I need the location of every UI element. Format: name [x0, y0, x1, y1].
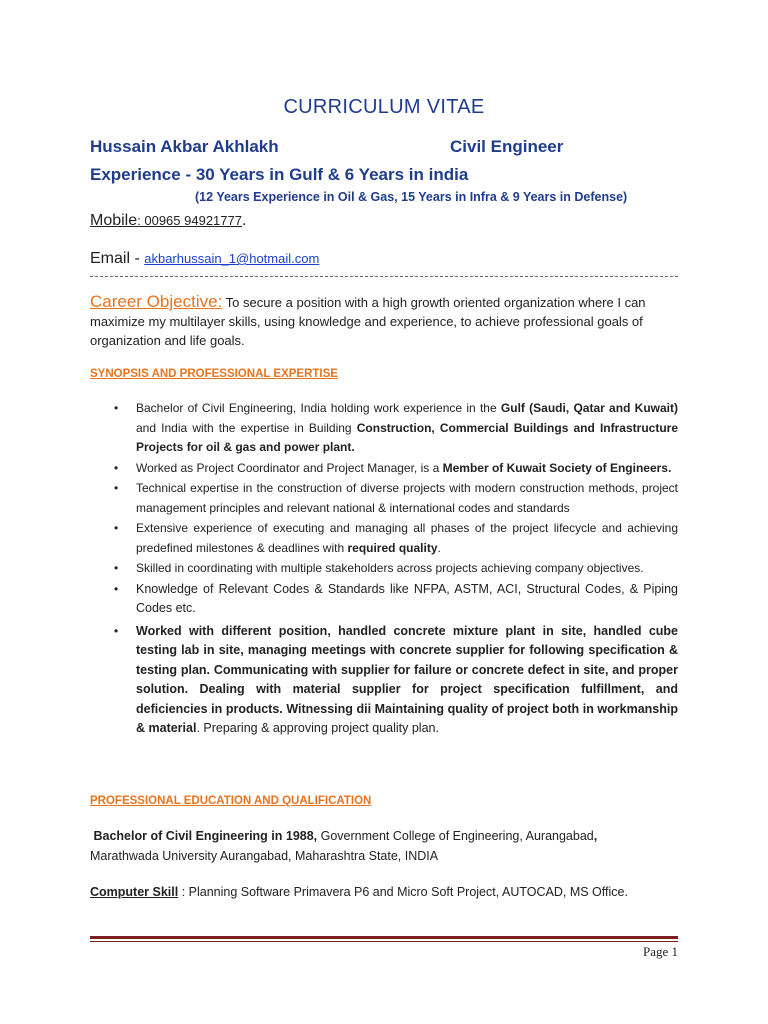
- list-item: [90, 519, 678, 558]
- list-item-bold: required quality: [347, 540, 438, 555]
- education-heading: PROFESSIONAL EDUCATION AND QUALIFICATION: [90, 795, 372, 807]
- footer-rule-thick: [90, 936, 678, 939]
- list-item-text: Knowledge of Relevant Codes & Standards like NFPA, ASTM, ACI, Structural Codes, & Piping Codes etc.: [136, 581, 678, 615]
- computer-skill-text: : Planning Software Primavera P6 and Micro Soft Project, AUTOCAD, MS Office.: [178, 885, 628, 899]
- career-objective-text: To secure a position with a high growth oriented organization where I can maximize my multilayer skills, using knowledge and experience, to achieve professional goals of organization and life goals.: [90, 295, 646, 348]
- mobile-end: .: [241, 212, 247, 229]
- education-university: Marathwada University Aurangabad, Maharashtra State, INDIA: [90, 849, 439, 863]
- bullet-icon: •: [114, 521, 119, 535]
- page-number: Page 1: [642, 944, 678, 959]
- career-objective: [90, 292, 680, 350]
- education-degree: Bachelor of Civil Engineering in 1988,: [93, 829, 318, 843]
- email-link[interactable]: akbarhussain_1@hotmail.com: [144, 251, 320, 266]
- list-item-bold: Gulf (Saudi, Qatar and Kuwait): [500, 401, 678, 415]
- list-item-bold: Worked with different position, handled concrete mixture plant in site, handled cube testing lab in site, managing meetings with concrete supplier for following specification & testing plan. Communicating with supplier for failure or concrete defect in site, and proper solution. Dealing with material supplier for project specification fulfillment, and deficiencies in products. Witnessing dii Maintaining quality of project both in workmanship & material: [136, 623, 678, 735]
- list-item: [90, 479, 678, 518]
- bullet-icon: •: [114, 623, 119, 638]
- footer-rule-thin: [90, 941, 678, 942]
- computer-skill: [90, 882, 678, 902]
- education-detail: Government College of Engineering, Aurangabad: [317, 829, 594, 843]
- expertise-list: [90, 399, 678, 740]
- experience-detail: (12 Years Experience in Oil & Gas, 15 Years in Infra & 9 Years in Defense): [195, 190, 628, 204]
- bullet-icon: •: [114, 401, 119, 415]
- mobile-line: [90, 212, 246, 230]
- list-item: [90, 559, 678, 579]
- email-label: Email -: [90, 250, 145, 267]
- list-item: [90, 580, 678, 619]
- list-item-text: . Preparing & approving project quality plan.: [196, 721, 439, 735]
- education-comma: ,: [593, 829, 598, 843]
- list-item-text: Bachelor of Civil Engineering, India holding work experience in the: [136, 401, 501, 415]
- candidate-name: Hussain Akbar Akhlakh: [90, 137, 279, 156]
- list-item-bold: Member of Kuwait Society of Engineers.: [442, 460, 672, 475]
- list-item-text: Worked as Project Coordinator and Project Manager, is a: [136, 460, 443, 475]
- list-item: [90, 622, 678, 739]
- document-title: CURRICULUM VITAE: [283, 96, 485, 118]
- list-item-text: Extensive experience of executing and managing all phases of the project lifecycle and achieving predefined milestones & deadlines with: [136, 521, 678, 555]
- mobile-label: Mobile: [90, 212, 138, 229]
- list-item-text: .: [437, 540, 441, 555]
- candidate-role: Civil Engineer: [450, 137, 564, 156]
- email-line: [90, 250, 319, 268]
- bullet-icon: •: [114, 460, 119, 475]
- bullet-icon: •: [114, 561, 119, 575]
- career-objective-heading: Career Objective: [90, 292, 218, 311]
- bullet-icon: •: [114, 481, 119, 495]
- experience-summary: Experience - 30 Years in Gulf & 6 Years in india: [90, 165, 469, 184]
- education-entry: [90, 826, 678, 866]
- list-item-text: and India with the expertise in Building: [136, 420, 357, 435]
- list-item: [90, 399, 678, 458]
- synopsis-heading: SYNOPSIS AND PROFESSIONAL EXPERTISE: [90, 368, 338, 380]
- list-item-text: Technical expertise in the construction of diverse projects with modern construction methods, project management principles and relevant national & international codes and standards: [136, 481, 678, 515]
- mobile-number[interactable]: : 00965 94921777: [137, 213, 242, 228]
- list-item: [90, 459, 678, 479]
- list-item-text: Skilled in coordinating with multiple stakeholders across projects achieving company objectives.: [136, 561, 644, 575]
- dashed-divider: [90, 276, 678, 277]
- career-objective-colon: :: [217, 292, 223, 311]
- list-item-bold: Construction, Commercial Buildings and Infrastructure Projects for oil & gas and power plant.: [136, 420, 678, 454]
- bullet-icon: •: [114, 581, 119, 596]
- computer-skill-label: Computer Skill: [90, 885, 179, 899]
